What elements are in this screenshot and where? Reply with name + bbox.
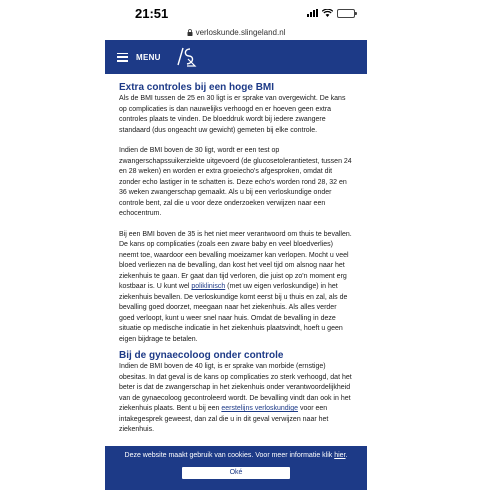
menu-label: MENU [136,52,161,62]
hamburger-icon [117,53,128,62]
eerstelijns-verloskundige-link[interactable]: eerstelijns verloskundige [221,405,299,412]
paragraph-text: Bij een BMI boven de 35 is het niet meer verantwoord om thuis te bevallen. De kans op complicaties (zoals een zware baby en veel bloedverlies) neemt toe, waardoor een bevalling moeizamer kan verlopen. Mocht u veel bloed verliezen na de bevalling, dan kost het veel tijd om alsnog naar het ziekenhuis te gaan. Er gaat dan tijd verloren, die juist op zo'n moment erg kostbaar is. U kunt wel [119,230,352,290]
menu-button[interactable] [117,53,161,62]
cookie-text [105,451,367,461]
lock-icon [187,29,193,36]
paragraph-text: Indien de BMI boven de 40 ligt, is er sprake van morbide (ernstige) obesitas. In dat geval is de kans op complicaties zo sterk verhoogd, dat het beter is dat de zwangerschap in het ziekenhuis onder verantwoordelijkheid van de gynaecoloog gecontroleerd wordt. De bevalling vindt dan ook in het ziekenhuis plaats. Bent u bij een [119,363,352,412]
status-time: 21:51 [135,5,169,21]
signal-icon [307,9,318,17]
cookie-message: Deze website maakt gebruik van cookies. Voor meer informatie klik [124,452,335,459]
paragraph-bmi-35 [119,230,353,346]
cookie-ok-button[interactable]: Oké [182,467,290,479]
paragraph-text: (met uw eigen verloskundige) in het ziekenhuis bevallen. De verloskundige komt eerst bij u thuis en zal, als de bevalling goed doorzet, meegaan naar het ziekenhuis. Als alles verder goed verloopt, kunt u weer snel naar huis. Omdat de bevalling in deze situatie op medische indicatie in het ziekenhuis plaatsvindt, hoeft u geen eigen bijdrage te betalen. [119,283,348,343]
cookie-banner [105,446,367,490]
slingeland-logo[interactable] [175,45,197,69]
cookie-info-link[interactable]: hier [334,452,346,459]
poliklinisch-link[interactable]: poliklinisch [191,283,226,290]
paragraph-bmi-40 [119,362,353,436]
address-bar[interactable] [105,26,367,38]
section-title-extra-controles: Extra controles bij een hoge BMI [119,82,275,93]
paragraph-text: voor een intakegesprek geweest, dan zal die u in dit geval verwijzen naar het ziekenhuis. [119,405,329,433]
battery-icon [337,9,355,18]
cookie-tail: . [345,452,348,459]
paragraph-bmi-30: Indien de BMI boven de 30 ligt, wordt er een test op zwangerschapssuikerziekte uitgevoerd (de glucosetolerantietest, tussen 24 en 28 weken) en worden er extra groeiecho's afgesproken, omdat dit zonder echo lastiger in te schatten is. Deze echo's worden rond 28, 32 en 36 weken zwangerschap gemaakt. Als u bij een verloskundige onder controle bent, zal die u voor deze onderzoeken verwijzen naar een echocentrum. [119,147,352,217]
paragraph-bmi-25-30: Als de BMI tussen de 25 en 30 ligt is er sprake van overgewicht. De kans op complicaties is dan nauwelijks verhoogd en er hoeven geen extra controles plaats te vinden. De bloeddruk wordt bij iedere zwangere standaard (dus ongeacht uw gewicht) gemeten bij elke controle. [119,95,346,134]
phone-screen [105,0,367,500]
site-header [105,40,367,74]
section-title-gynaecoloog: Bij de gynaecoloog onder controle [119,350,284,361]
status-bar [105,0,367,26]
article [105,82,367,436]
wifi-icon [322,9,333,17]
url-text: verloskunde.slingeland.nl [195,27,286,37]
status-icons [307,9,355,18]
